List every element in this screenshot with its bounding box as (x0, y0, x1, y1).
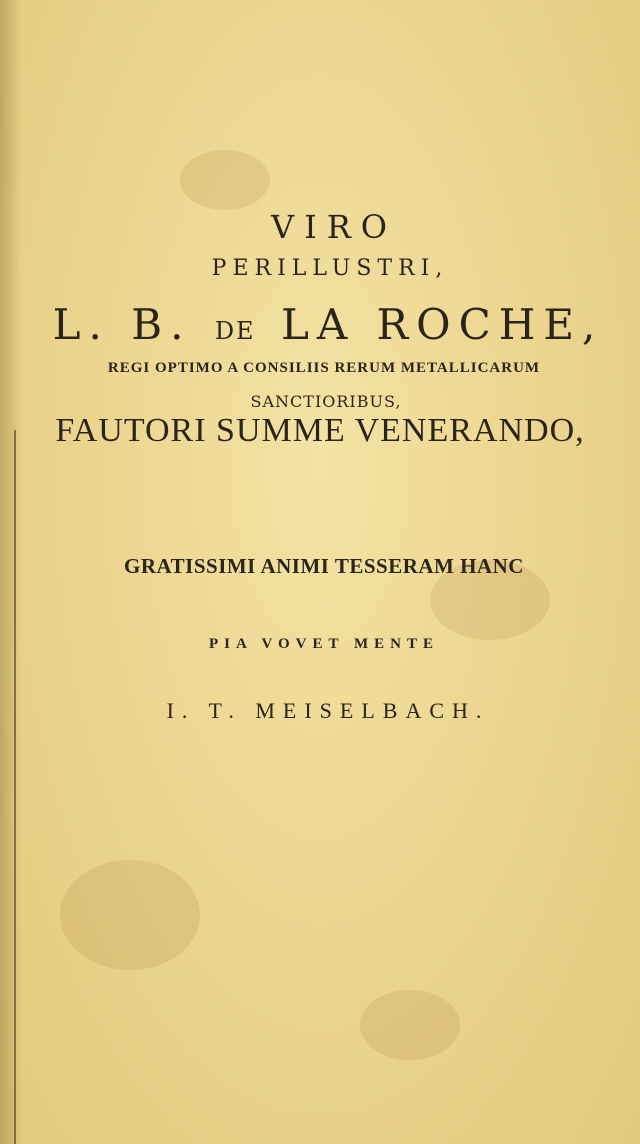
dedicatee-surname: LA ROCHE, (280, 300, 604, 349)
signature: I. T. MEISELBACH. (166, 698, 490, 723)
dedication-line-gratissimi: GRATISSIMI ANIMI TESSERAM HANC (124, 554, 524, 578)
binding-edge (14, 430, 16, 1144)
dedication-line-viro: VIRO (270, 208, 398, 246)
dedication-line-pia-vovet: PIA VOVET MENTE (208, 636, 439, 652)
dedication-line-sanctioribus: SANCTIORIBUS, (250, 392, 402, 411)
dedicatee-initials: L. B. (52, 300, 192, 349)
dedication-line-title: REGI OPTIMO A CONSILIIS RERUM METALLICARUM (107, 360, 541, 376)
dedicatee-particle: DE (214, 317, 256, 345)
paper-stain (360, 990, 460, 1060)
dedicatee-name (0, 300, 640, 349)
paper-stain (60, 860, 200, 970)
paper-stain (180, 150, 270, 210)
dedication-line-perillustri: PERILLUSTRI, (211, 256, 449, 281)
dedication-line-fautori: FAUTORI SUMME VENERANDO, (55, 412, 585, 449)
